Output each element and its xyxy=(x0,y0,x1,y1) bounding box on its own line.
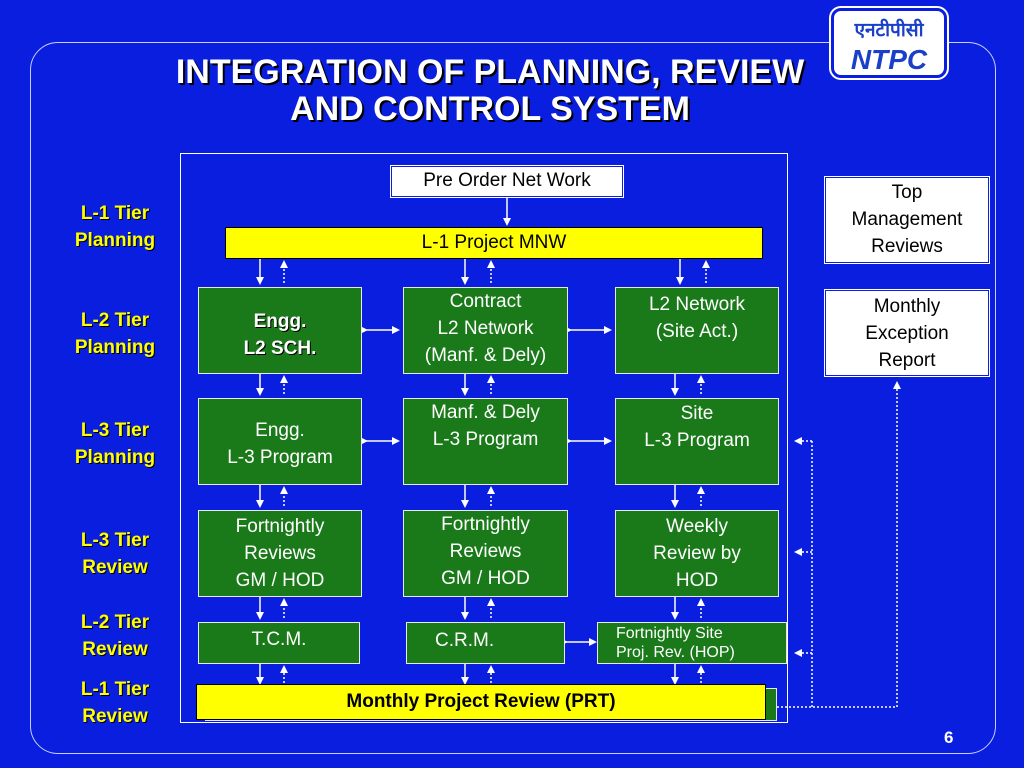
tcm-box xyxy=(198,622,360,664)
tier-label-line: Review xyxy=(82,639,148,660)
box-label: Exception xyxy=(865,323,949,344)
logo-latin-text: NTPC xyxy=(850,44,928,75)
box-label: Reviews xyxy=(449,541,522,562)
logo-hindi-text: एनटीपीसी xyxy=(854,19,924,41)
box-label: Contract xyxy=(449,291,522,312)
tier-label-line: Planning xyxy=(74,447,156,468)
contract-l2-network-box xyxy=(403,287,568,374)
box-label: GM / HOD xyxy=(441,568,530,589)
box-label: (Manf. & Dely) xyxy=(424,345,547,366)
box-label: L-1 Project MNW xyxy=(421,232,567,253)
box-label: Engg. xyxy=(255,420,305,441)
monthly-project-review-box xyxy=(196,684,766,720)
box-label: L2 Network xyxy=(437,318,534,339)
site-l3-program-box xyxy=(615,398,779,485)
box-label: Proj. Rev. (HOP) xyxy=(616,644,735,661)
box-label: Review by xyxy=(653,543,741,564)
box-label: GM / HOD xyxy=(235,570,325,591)
tier-label-line: L-2 Tier xyxy=(80,310,150,331)
box-label: Management xyxy=(851,209,963,230)
engg-l3-program-box xyxy=(198,398,362,485)
l2-network-site-box xyxy=(615,287,779,374)
box-label: Top xyxy=(891,182,923,203)
tier-label-line: L-3 Tier xyxy=(80,530,150,551)
title-line-1: INTEGRATION OF PLANNING, REVIEW xyxy=(175,53,805,91)
page-number: 6 xyxy=(944,728,954,747)
tier-label-line: L-1 Tier xyxy=(80,679,150,700)
box-label: Fortnightly xyxy=(441,514,530,535)
box-label: Fortnightly Site xyxy=(616,625,723,642)
box-label: Reviews xyxy=(244,543,316,564)
manf-dely-l3-program-box xyxy=(403,398,568,485)
title-line-2: AND CONTROL SYSTEM xyxy=(290,90,690,128)
box-label: (Site Act.) xyxy=(655,321,739,342)
pre-order-network-box xyxy=(391,166,623,197)
tier-label-line: Review xyxy=(82,557,148,578)
box-label: L-3 Program xyxy=(644,430,750,451)
box-label: HOD xyxy=(675,570,719,591)
top-management-reviews-box xyxy=(825,177,989,263)
monthly-exception-report-box xyxy=(825,290,989,376)
fortnightly-reviews-manf-box xyxy=(403,510,568,597)
box-label: L-3 Program xyxy=(432,429,539,450)
crm-box xyxy=(406,622,565,664)
tier-label-line: L-1 Tier xyxy=(80,203,150,224)
box-label: Site xyxy=(680,403,714,424)
tier-label-line: Planning xyxy=(74,337,156,358)
box-label: L-3 Program xyxy=(227,447,333,468)
weekly-review-hod-box xyxy=(615,510,779,597)
box-label: Monthly Project Review (PRT) xyxy=(346,691,616,712)
tier-label-line: L-3 Tier xyxy=(80,420,150,441)
box-label: C.R.M. xyxy=(435,630,495,651)
box-label: Monthly xyxy=(873,296,941,317)
l1-project-mnw-box xyxy=(225,227,763,259)
engg-l2-schedule-box xyxy=(198,287,362,374)
box-label: Fortnightly xyxy=(235,516,325,537)
box-label: Report xyxy=(878,350,936,371)
box-label: L2 Network xyxy=(648,294,746,315)
fortnightly-site-proj-review-box xyxy=(597,622,787,664)
box-label: Manf. & Dely xyxy=(431,402,540,423)
tier-label-line: L-2 Tier xyxy=(80,612,150,633)
tier-label-line: Review xyxy=(82,706,148,727)
tier-label-line: Planning xyxy=(74,230,156,251)
box-label: Reviews xyxy=(871,236,943,257)
box-label: L2 SCH. xyxy=(243,338,317,359)
box-label: Weekly xyxy=(666,516,728,537)
box-label: T.C.M. xyxy=(251,629,307,650)
box-label: Engg. xyxy=(253,311,307,332)
fortnightly-reviews-engg-box xyxy=(198,510,362,597)
box-label: Pre Order Net Work xyxy=(423,170,591,191)
